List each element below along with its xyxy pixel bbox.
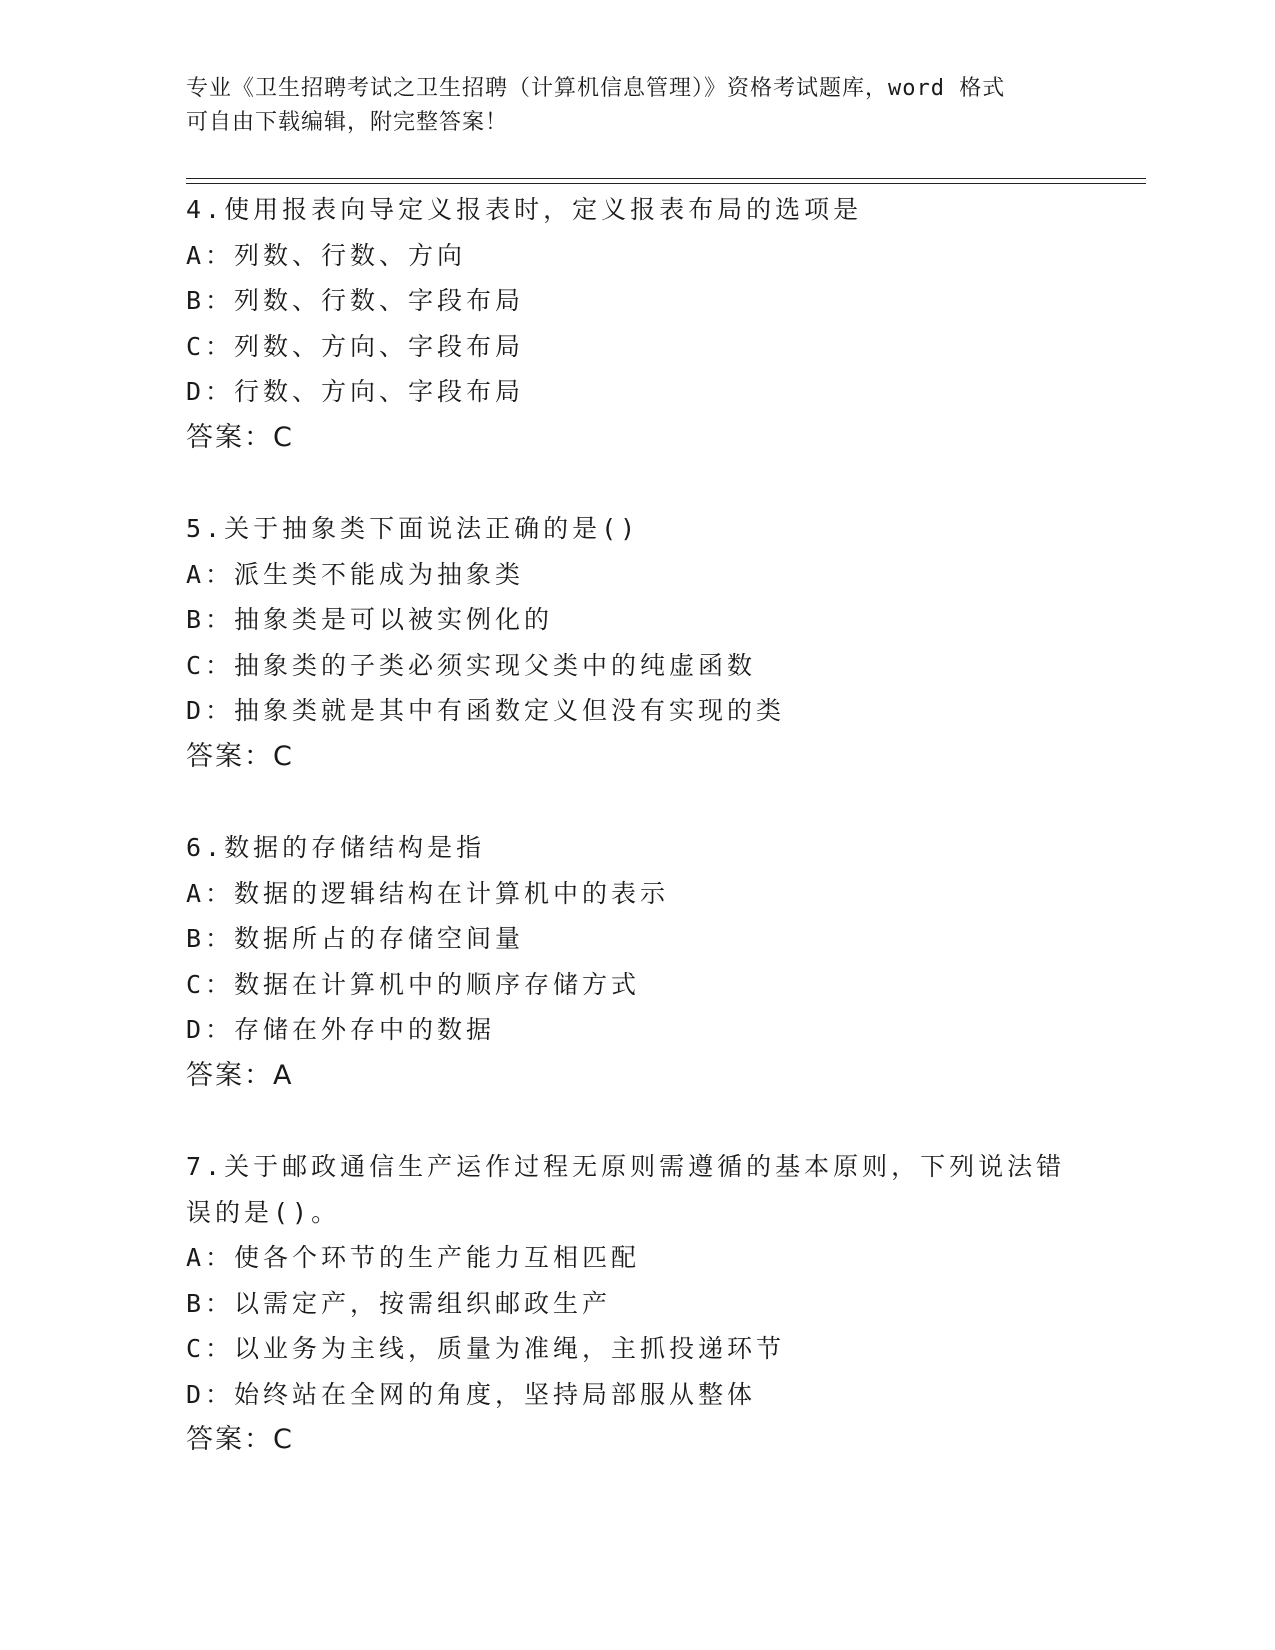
question-stem: 7.关于邮政通信生产运作过程无原则需遵循的基本原则，下列说法错误的是()。: [186, 1152, 1066, 1227]
option-a: A：使各个环节的生产能力互相匹配: [186, 1243, 641, 1272]
option-a: A：数据的逻辑结构在计算机中的表示: [186, 878, 670, 908]
option-b: B：抽象类是可以被实例化的: [186, 605, 554, 634]
option-b: B：以需定产，按需组织邮政生产: [186, 1288, 612, 1318]
header-line-1: 专业《卫生招聘考试之卫生招聘（计算机信息管理）》资格考试题库，word 格式: [186, 76, 1006, 101]
question-5: [186, 506, 1086, 779]
answer-line: 答案：C: [186, 740, 294, 772]
option-d: D：存储在外存中的数据: [186, 1015, 496, 1044]
header-divider-top: [186, 178, 1146, 179]
question-7: [186, 1144, 1086, 1463]
question-4: [186, 187, 1086, 460]
option-a: A：列数、行数、方向: [186, 240, 467, 270]
option-d: D：始终站在全网的角度，坚持局部服从整体: [186, 1379, 757, 1409]
answer-line: 答案：C: [186, 421, 294, 453]
header-line-2: 可自由下载编辑，附完整答案！: [186, 110, 509, 135]
question-list: [186, 187, 1086, 1509]
option-c: C：列数、方向、字段布局: [186, 331, 525, 361]
option-d: D：行数、方向、字段布局: [186, 377, 525, 406]
header-divider-bottom: [186, 183, 1146, 184]
answer-line: 答案：A: [186, 1059, 294, 1091]
option-c: C：抽象类的子类必须实现父类中的纯虚函数: [186, 650, 757, 680]
option-b: B：数据所占的存储空间量: [186, 924, 525, 953]
question-stem: 5.关于抽象类下面说法正确的是(): [186, 514, 640, 543]
option-c: C：数据在计算机中的顺序存储方式: [186, 969, 641, 999]
document-header: [186, 72, 1086, 140]
option-d: D：抽象类就是其中有函数定义但没有实现的类: [186, 696, 786, 725]
answer-line: 答案：C: [186, 1424, 294, 1455]
question-stem: 4.使用报表向导定义报表时，定义报表布局的选项是: [186, 195, 863, 224]
option-b: B：列数、行数、字段布局: [186, 286, 525, 315]
option-c: C：以业务为主线，质量为准绳，主抓投递环节: [186, 1334, 786, 1363]
option-a: A：派生类不能成为抽象类: [186, 559, 525, 589]
question-6: [186, 825, 1086, 1098]
question-stem: 6.数据的存储结构是指: [186, 833, 486, 862]
